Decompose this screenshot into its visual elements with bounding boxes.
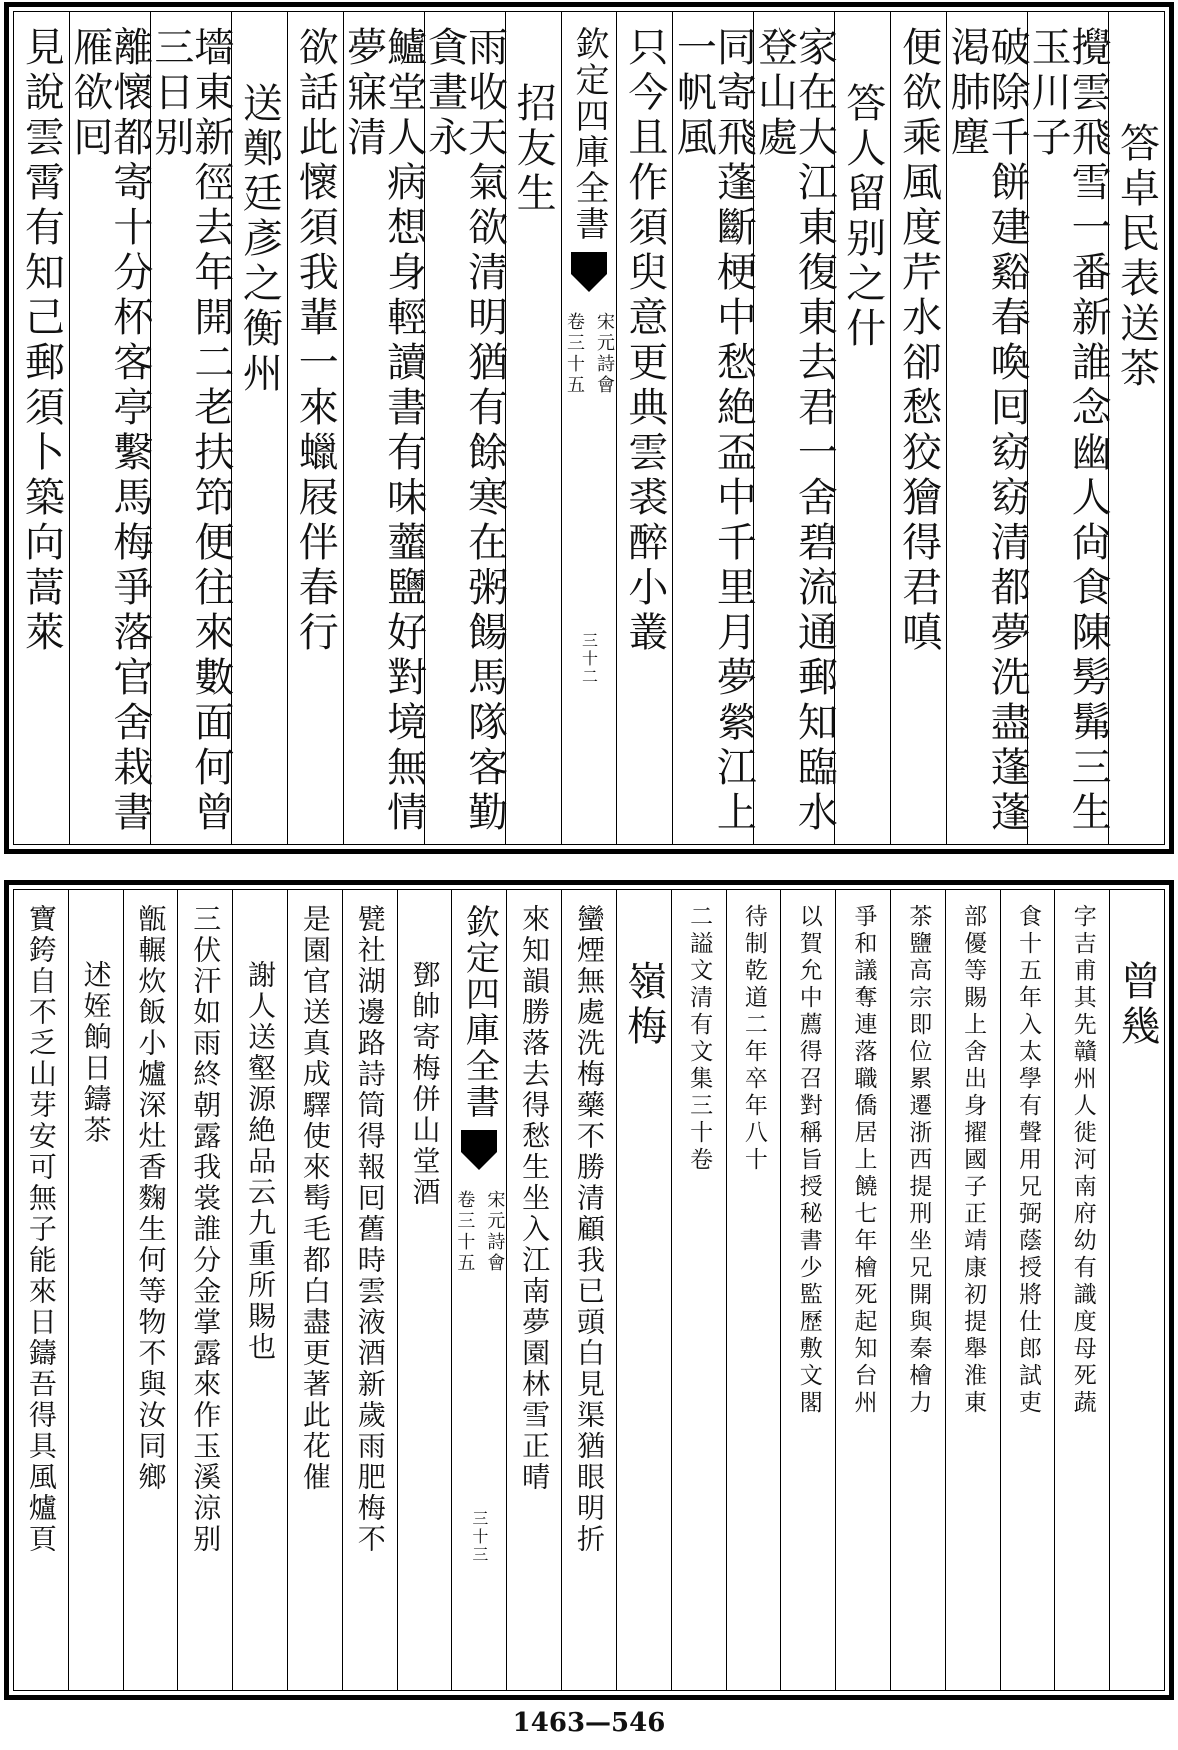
- poem-line: 來知韻勝落去得愁生坐入江南夢園林雪正晴: [518, 904, 552, 1493]
- top-col-13: [147, 12, 234, 844]
- fishtail-mark: [571, 252, 607, 274]
- poem-line: 雨收天氣欲清明猶有餘寒在粥餳馬隊客勤貪晝永: [421, 26, 508, 836]
- poem-line: 蠻煙無處洗梅藥不勝清顧我已頭白見渠猶眼明折: [572, 904, 606, 1555]
- top-col-1: [1025, 12, 1112, 844]
- poem-line: 鱸堂人病想身輕讀書有味虀鹽好對境無情夢寐清: [340, 26, 427, 836]
- bottom-col-author: [1109, 890, 1164, 1690]
- biography-note: 食十五年入太學有聲用兄弼蔭授將仕郎試吏: [1014, 904, 1041, 1417]
- spine-folio: 三十二: [579, 632, 599, 686]
- biography-note: 字吉甫其先贛州人徙河南府幼有識度母死蔬: [1069, 904, 1096, 1417]
- poem-line: 破除千餅建谿春喚囘窈窈清都夢洗盡蓬蓬渇肺塵: [944, 26, 1031, 836]
- poem-title: 答人留别之什: [839, 82, 886, 352]
- poem-title: 鄧帥寄梅併山堂酒: [408, 960, 442, 1208]
- poem-line: 甓社湖邊路詩筒得報囘舊時雲液酒新歲雨肥梅不: [353, 904, 387, 1555]
- poem-title: 送鄭廷彥之衡州: [236, 82, 283, 397]
- bottom-col-note-1: [1054, 890, 1109, 1690]
- biography-note: 待制乾道二年卒年八十: [740, 904, 767, 1174]
- top-col-7: [616, 12, 672, 844]
- poem-line: 墻東新徑去年開二老扶笻便往來數面何曾三日别: [147, 26, 234, 836]
- author-name: 曾幾: [1114, 960, 1161, 1050]
- top-page: [4, 2, 1174, 854]
- poem-line: 見說雲霄有知己郵須卜築向蒿萊: [18, 26, 65, 656]
- poem-line: 寶銙自不乏山芽安可無子能來日鑄吾得具風爐頁: [24, 904, 58, 1555]
- top-col-title-1: [1108, 12, 1164, 844]
- poem-line: 是園官送真成驛使來髩毛都白盡更著此花催: [298, 904, 332, 1493]
- poem-title: 招友生: [510, 82, 557, 217]
- bottom-col-title-3: [232, 890, 287, 1690]
- poem-title: 謝人送壑源絶品云九重所賜也: [244, 960, 278, 1363]
- poem-line: 離懷都寄十分杯客亭繫馬梅爭落官舍栽書雁欲囘: [66, 26, 153, 836]
- bottom-col-19: [14, 890, 68, 1690]
- top-col-title-4: [231, 12, 287, 844]
- bottom-col-note-3: [945, 890, 1000, 1690]
- biography-note: 以賀允中薦得召對稱旨授秘書少監歷敷文閣: [795, 904, 822, 1417]
- bottom-col-title-2: [397, 890, 452, 1690]
- poem-line: 便欲乘風度芹水卻愁狡獪得君嗔: [895, 26, 942, 656]
- bottom-col-title-4: [68, 890, 123, 1690]
- bottom-page: [4, 880, 1174, 1700]
- spine-subtitle: [451, 1190, 507, 1274]
- spine-subtitle: [561, 312, 617, 396]
- bottom-page-inner-border: [13, 889, 1165, 1691]
- top-col-title-3: [505, 12, 561, 844]
- bottom-page-columns: [14, 890, 1164, 1690]
- page-number: 1463—546: [512, 1708, 666, 1738]
- bottom-col-10: [561, 890, 616, 1690]
- poem-title: 答卓民表送茶: [1113, 122, 1160, 392]
- spine-collection: 宋元詩會: [593, 312, 615, 396]
- biography-note: 二謚文清有文集三十卷: [686, 904, 713, 1174]
- bottom-col-note-5: [835, 890, 890, 1690]
- bottom-col-11: [506, 890, 561, 1690]
- bottom-col-note-4: [890, 890, 945, 1690]
- fishtail-mark: [461, 1130, 497, 1152]
- spine-folio: 三十三: [469, 1510, 489, 1564]
- bottom-col-17: [123, 890, 178, 1690]
- biography-note: 爭和議奪連落職僑居上饒七年檜死起知台州: [850, 904, 877, 1417]
- poem-line: 三伏汗如雨終朝露我裳誰分金掌露來作玉溪涼别: [189, 904, 223, 1555]
- bottom-col-note-6: [780, 890, 835, 1690]
- poem-line: 欲話此懷須我輩一來蠟屐伴春行: [292, 26, 339, 656]
- bottom-col-16: [177, 890, 232, 1690]
- top-col-6: [670, 12, 757, 844]
- poem-line: 家在大江東復東去君一舍碧流通郵知臨水登山處: [751, 26, 838, 836]
- top-page-inner-border: [13, 11, 1165, 845]
- bottom-spine: [451, 890, 506, 1690]
- poem-line: 同寄飛蓬斷梗中愁絶盃中千里月夢縈江上一帆風: [670, 26, 757, 836]
- poem-line: 只今且作須臾意更典雲裘醉小叢: [621, 26, 668, 656]
- poem-title: 嶺梅: [620, 960, 667, 1050]
- top-page-columns: [14, 12, 1164, 844]
- bottom-col-13: [342, 890, 397, 1690]
- biography-note: 部優等賜上舍出身擢國子正靖康初提舉淮東: [960, 904, 987, 1417]
- spine-collection: 宋元詩會: [484, 1190, 506, 1274]
- top-col-14: [66, 12, 153, 844]
- biography-note: 茶鹽高宗即位累遷浙西提刑坐兄開與秦檜力: [905, 904, 932, 1417]
- top-col-10: [340, 12, 427, 844]
- spine-title: 欽定四庫全書: [568, 26, 609, 242]
- bottom-col-title-1: [616, 890, 671, 1690]
- top-col-3: [890, 12, 946, 844]
- top-col-title-2: [834, 12, 890, 844]
- top-spine: [561, 12, 617, 844]
- spine-volume: 卷三十五: [454, 1190, 476, 1274]
- top-col-2: [944, 12, 1031, 844]
- bottom-col-14: [287, 890, 342, 1690]
- top-col-15: [14, 12, 69, 844]
- bottom-col-note-2: [1000, 890, 1055, 1690]
- spine-volume: 卷三十五: [563, 312, 585, 396]
- poem-line: 攪雲飛雪一番新誰念幽人尙食陳髣髴三生玉川子: [1025, 26, 1112, 836]
- poem-line: 甑輾炊飯小爐深灶香麴生何等物不與汝同鄉: [134, 904, 168, 1493]
- top-col-11: [287, 12, 343, 844]
- poem-title: 述姪餉日鑄茶: [79, 960, 113, 1146]
- bottom-col-note-7: [726, 890, 781, 1690]
- top-col-9: [421, 12, 508, 844]
- top-col-5: [751, 12, 838, 844]
- spine-title: 欽定四庫全書: [459, 904, 500, 1120]
- bottom-col-note-8: [671, 890, 726, 1690]
